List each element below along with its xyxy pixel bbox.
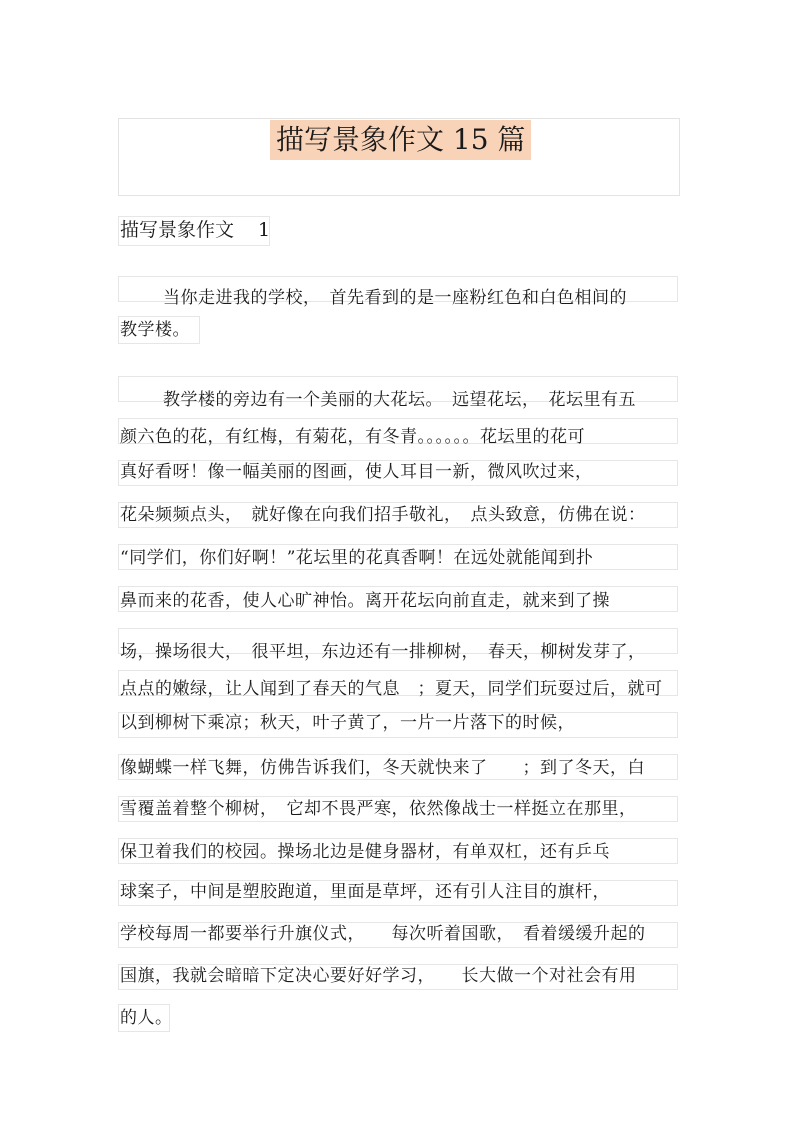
text-line: 学校每周一都要举行升旗仪式， 每次听着国歌， 看着缓缓升起的 (120, 924, 646, 944)
text-line: 真好看呀！像一幅美丽的图画，使人耳目一新，微风吹过来， (120, 462, 593, 482)
text-line: 的人。 (120, 1008, 173, 1028)
section-heading-text: 描写景象作文 (120, 219, 235, 241)
text-line: 场，操场很大， 很平坦，东边还有一排柳树， 春天，柳树发芽了， (120, 642, 646, 662)
text-line: 教学楼的旁边有一个美丽的大花坛。 远望花坛， 花坛里有五 (163, 390, 636, 410)
text-line: 点点的嫩绿，让人闻到了春天的气息 ；夏天，同学们玩耍过后，就可 (120, 679, 663, 699)
text-line: 像蝴蝶一样飞舞，仿佛告诉我们，冬天就快来了 ；到了冬天，白 (120, 758, 645, 778)
text-line: 雪覆盖着整个柳树， 它却不畏严寒，依然像战士一样挺立在那里， (120, 799, 637, 819)
text-line: 颜六色的花，有红梅，有菊花，有冬青。。。。。。花坛里的花可 (120, 427, 585, 447)
section-heading-number: 1 (258, 219, 271, 241)
text-line: 花朵频频点头， 就好像在向我们招手敬礼， 点头致意，仿佛在说： (120, 505, 646, 525)
text-line: 当你走进我的学校， 首先看到的是一座粉红色和白色相间的 (163, 288, 627, 308)
section-heading (120, 216, 270, 244)
text-line: 球案子，中间是塑胶跑道，里面是草坪，还有引人注目的旗杆， (120, 882, 610, 902)
text-line: 国旗，我就会暗暗下定决心要好好学习， 长大做一个对社会有用 (120, 966, 637, 986)
text-line: 鼻而来的花香，使人心旷神怡。离开花坛向前直走，就来到了操 (120, 591, 610, 611)
text-line: “同学们，你们好啊！”花坛里的花真香啊！在远处就能闻到扑 (120, 548, 594, 568)
document-title: 描写景象作文 15 篇 (270, 120, 531, 160)
text-line: 教学楼。 (120, 320, 190, 340)
text-line: 以到柳树下乘凉；秋天，叶子黄了，一片一片落下的时候， (120, 713, 575, 733)
text-line: 保卫着我们的校园。操场北边是健身器材，有单双杠，还有乒乓 (120, 842, 610, 862)
